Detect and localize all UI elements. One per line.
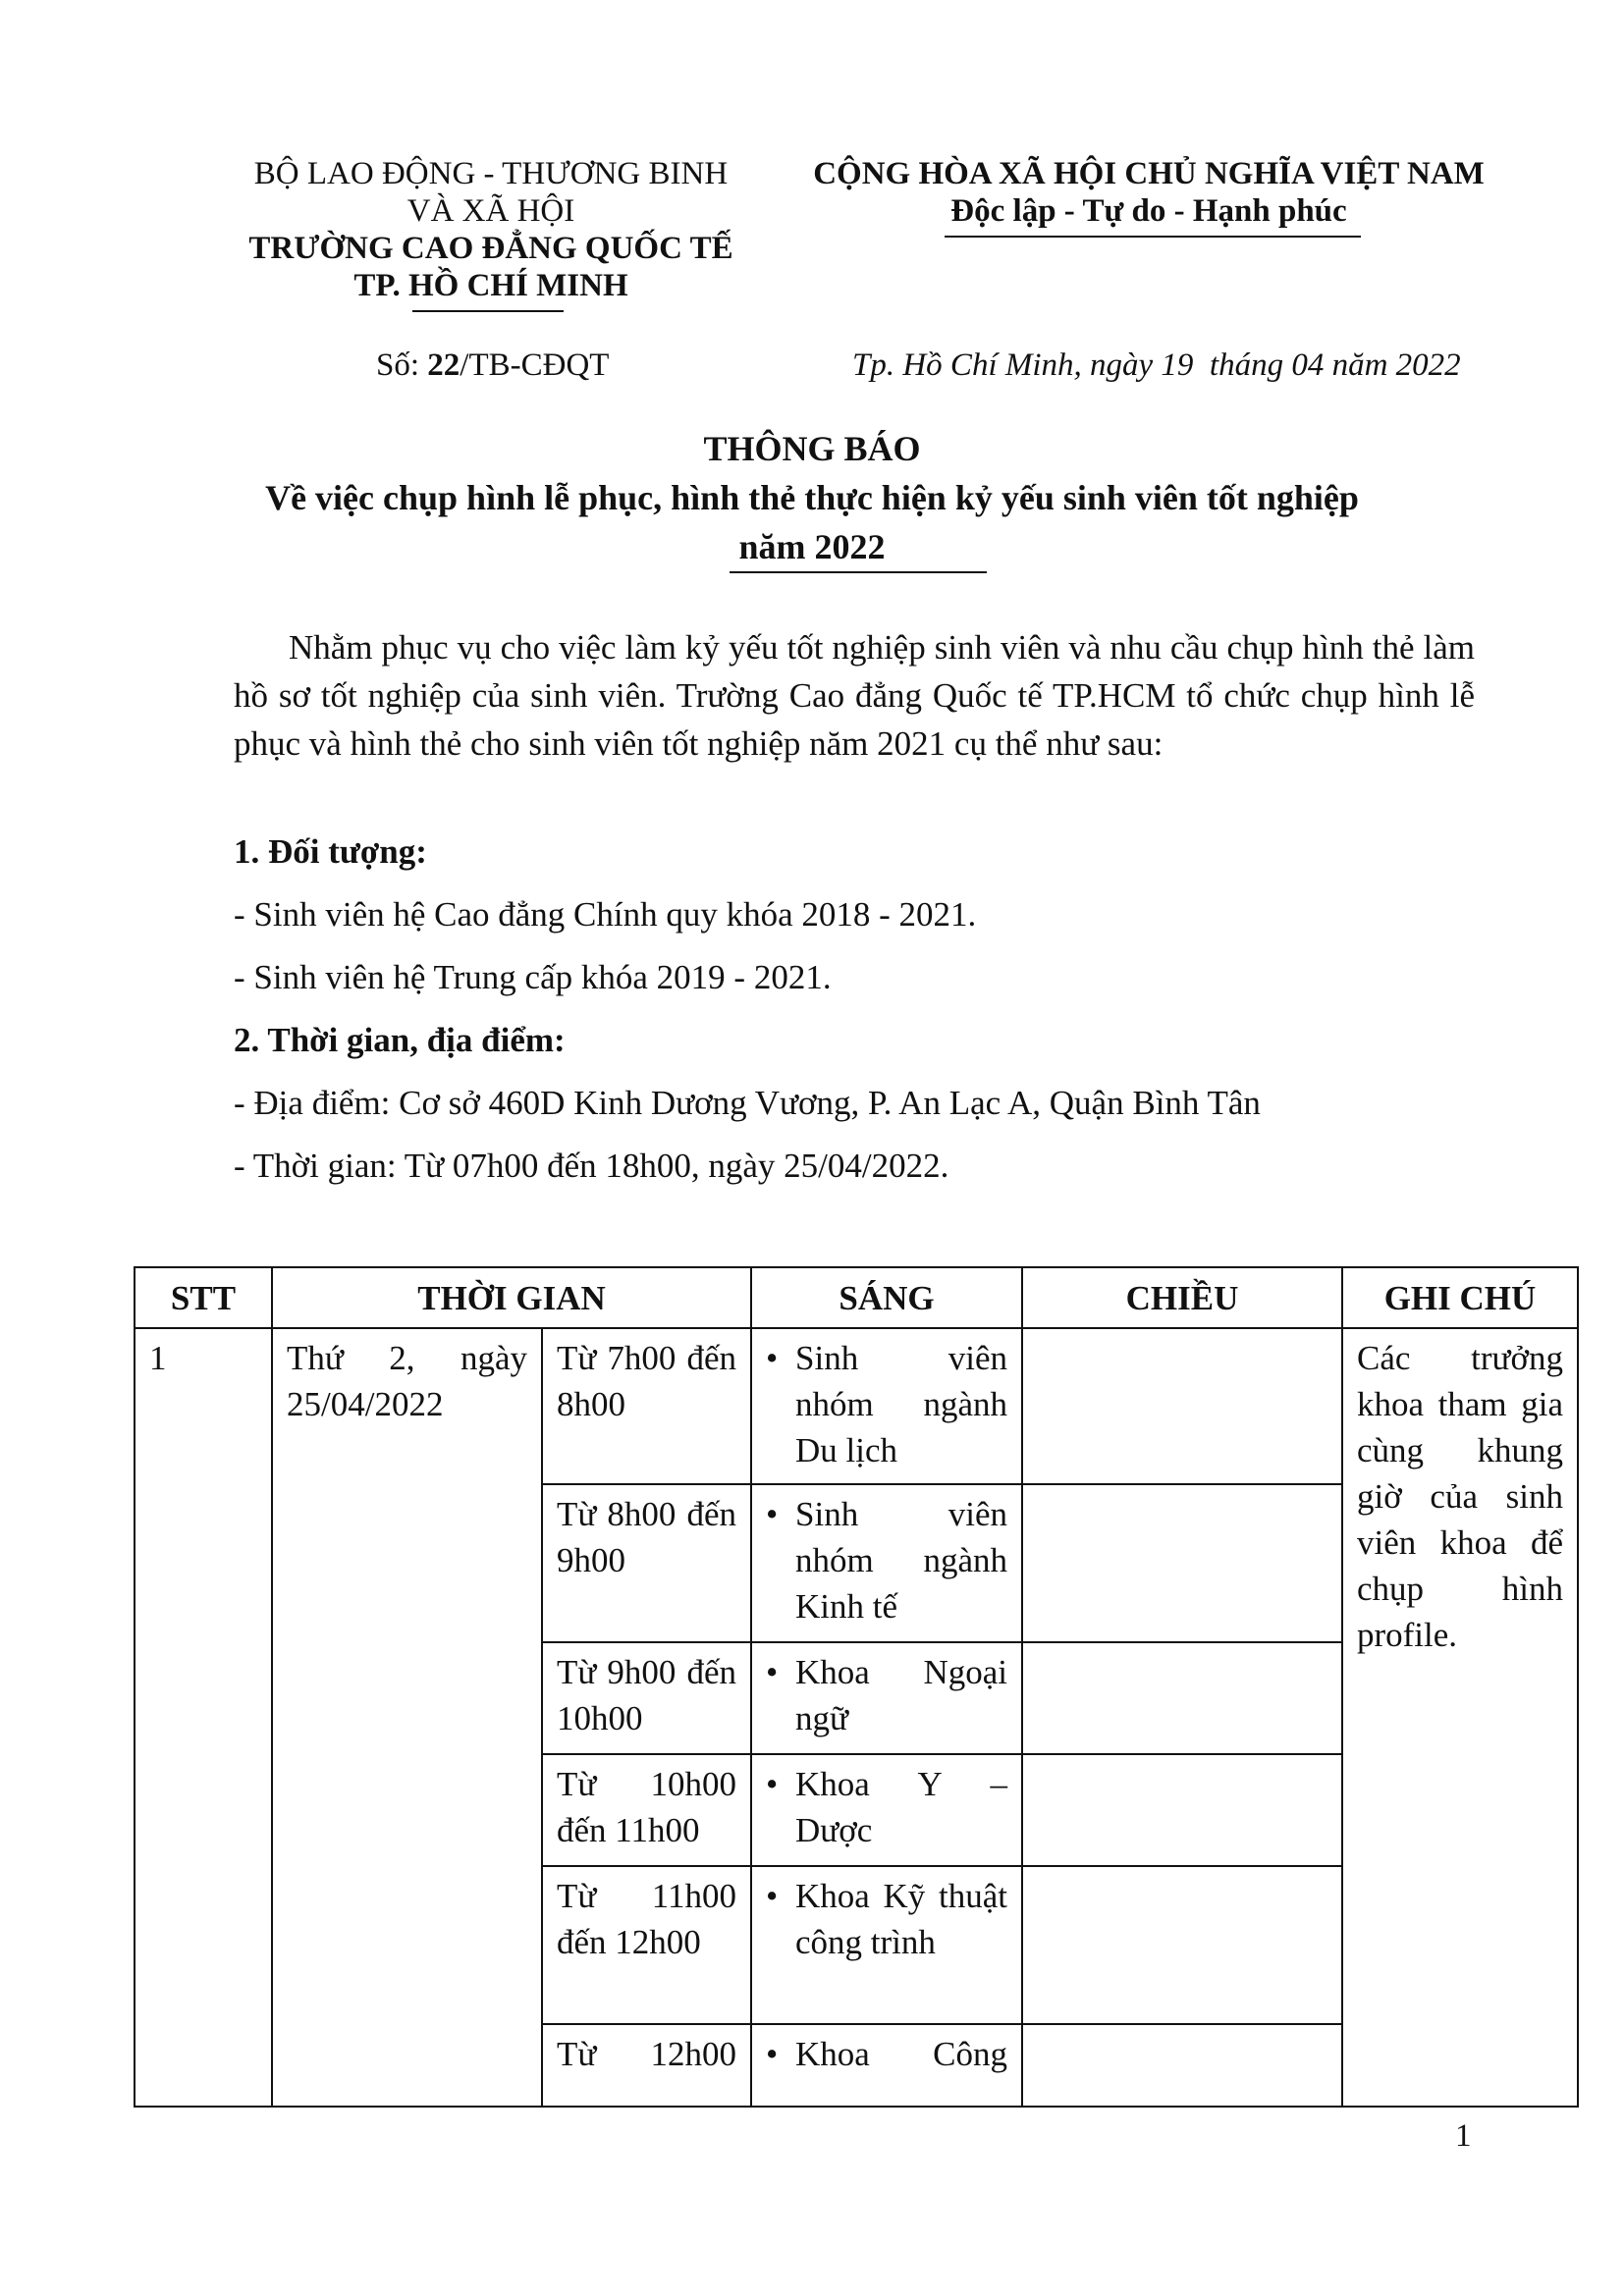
bullet-icon: • [766,1653,779,1691]
intro-paragraph [234,623,1475,768]
table-row [135,1328,1578,1484]
cell-afternoon [1022,1642,1342,1754]
bullet-icon: • [766,1495,779,1533]
national-motto: Độc lập - Tự do - Hạnh phúc [950,193,1347,229]
intro-text: Nhằm phục vụ cho việc làm kỷ yếu tốt nghiệp sinh viên và nhu cầu chụp hình thẻ làm hồ sơ tốt nghiệp của sinh viên. Trường Cao đẳng Quốc tế TP.HCM tổ chức chụp hình lễ phục và hình thẻ cho sinh viên tốt nghiệp năm 2021 cụ thể như sau: [234,628,1475,763]
cell-time: Từ 12h00 [542,2024,751,2107]
cell-morning: • Sinh viên nhóm ngành Kinh tế [751,1484,1022,1642]
header-time: THỜI GIAN [272,1267,751,1328]
cell-morning: • Sinh viên nhóm ngành Du lịch [751,1328,1022,1484]
cell-time: Từ 8h00 đến 9h00 [542,1484,751,1642]
cell-afternoon [1022,1484,1342,1642]
cell-time: Từ 10h00 đến 11h00 [542,1754,751,1866]
document-number-value: 22 [427,347,460,383]
header-note: GHI CHÚ [1342,1267,1578,1328]
ministry-block [216,155,766,304]
document-number: Số: 22/TB-CĐQT [376,347,610,383]
bullet-icon: • [766,2035,779,2073]
section2-item-1: - Địa điểm: Cơ sở 460D Kinh Dương Vương, P. An Lạc A, Quận Bình Tân [234,1084,1261,1122]
bullet-icon: • [766,1877,779,1915]
cell-afternoon [1022,1328,1342,1484]
cell-morning: • Khoa Y – Dược [751,1754,1022,1866]
cell-afternoon [1022,2024,1342,2107]
schedule-table [134,1266,1579,2108]
page-number: 1 [1455,2118,1472,2154]
motto-underline [945,236,1361,238]
bullet-icon: • [766,1765,779,1803]
section2-item-2: - Thời gian: Từ 07h00 đến 18h00, ngày 25/04/2022. [234,1147,949,1185]
cell-time: Từ 7h00 đến 8h00 [542,1328,751,1484]
cell-afternoon [1022,1866,1342,2024]
cell-morning: • Khoa Kỹ thuật công trình [751,1866,1022,2024]
title-line3: năm 2022 [738,527,886,566]
header-stt: STT [135,1267,272,1328]
ministry-name-line1: BỘ LAO ĐỘNG - THƯƠNG BINH [253,156,729,191]
title-line2: Về việc chụp hình lễ phục, hình thẻ thực hiện kỷ yếu sinh viên tốt nghiệp [265,478,1359,517]
header-morning: SÁNG [751,1267,1022,1328]
school-name-line1: TRƯỜNG CAO ĐẲNG QUỐC TẾ [248,231,733,266]
country-name: CỘNG HÒA XÃ HỘI CHỦ NGHĨA VIỆT NAM [813,156,1485,191]
issue-date: Tp. Hồ Chí Minh, ngày 19 tháng 04 năm 2022 [852,347,1461,383]
cell-morning: • Khoa Công [751,2024,1022,2107]
section1-item-1: - Sinh viên hệ Cao đẳng Chính quy khóa 2018 - 2021. [234,895,977,934]
school-name-line2: TP. HỒ CHÍ MINH [353,268,628,303]
document-title [0,424,1624,571]
cell-morning: • Khoa Ngoại ngữ [751,1642,1022,1754]
cell-time: Từ 11h00 đến 12h00 [542,1866,751,2024]
header-afternoon: CHIỀU [1022,1267,1342,1328]
table-header-row [135,1267,1578,1328]
cell-time: Từ 9h00 đến 10h00 [542,1642,751,1754]
section1-heading: 1. Đối tượng: [234,832,427,871]
cell-note: Các trưởng khoa tham gia cùng khung giờ của sinh viên khoa để chụp hình profile. [1342,1328,1578,2107]
section1-item-2: - Sinh viên hệ Trung cấp khóa 2019 - 2021. [234,958,832,996]
ministry-name-line2: VÀ XÃ HỘI [406,193,575,229]
national-motto-block [776,155,1522,230]
cell-afternoon [1022,1754,1342,1866]
cell-day: Thứ 2, ngày 25/04/2022 [272,1328,542,2107]
section2-heading: 2. Thời gian, địa điểm: [234,1021,566,1059]
title-underline [730,571,987,573]
bullet-icon: • [766,1339,779,1377]
cell-stt: 1 [135,1328,272,2107]
school-name-underline [412,310,564,312]
title-line1: THÔNG BÁO [703,429,921,468]
